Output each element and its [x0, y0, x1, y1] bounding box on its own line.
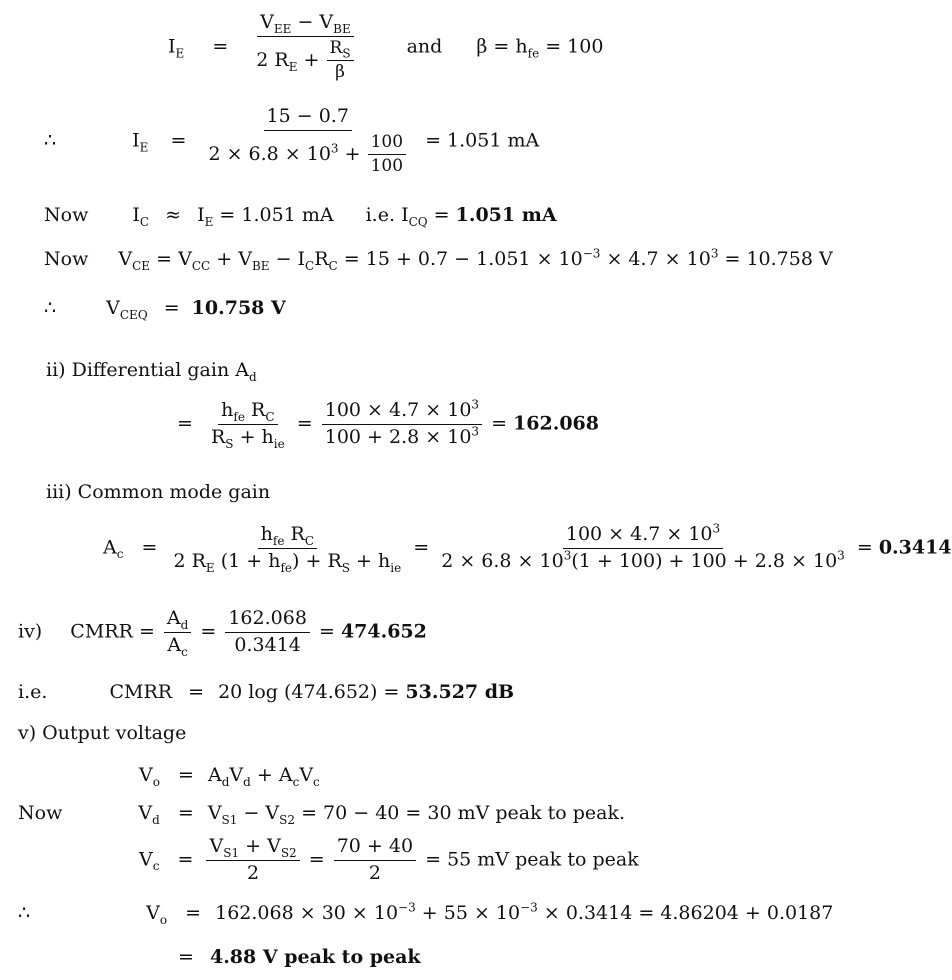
eq-ie-numeric: ∴ $I_E$ = 15 − 0.7 $2 \times 6.8 \times 10^3$ + $\frac{100}{100}$ = 1.051 mA — [44, 105, 540, 177]
eq-cmrr-db: i.e. CMRR = 20 log (474.652) = 53.527 dB — [18, 681, 515, 703]
eq-vceq: ∴ $V_{CEQ} = 10.758$ V — [44, 297, 286, 322]
eq-vo-result: = 4.88 V peak to peak — [178, 946, 421, 968]
heading-output-voltage: v) Output voltage — [18, 722, 187, 744]
eq-vd: Now $V_d = V_{S1} - V_{S2} = 70 - 40 = 30$ mV peak to peak. — [18, 802, 626, 827]
eq-ic: Now $I_C \approx I_E = 1.051$ mA i.e. $I_{CQ} = 1.051$ mA — [44, 204, 557, 229]
eq-vc: $V_c$ = $\frac{V_{S1} + V_{S2}}{2}$ = $\frac{70 + 40}{2}$ = 55 mV peak to peak — [139, 835, 639, 884]
heading-differential-gain: ii) Differential gain $A_d$ — [46, 359, 257, 384]
eq-vce: Now $V_{CE} = V_{CC} + V_{BE} - I_CR_C = 15 + 0.7 - 1.051 \times 10^{-3} \times 4.7 \times 10^3 = 10.758$ V — [44, 246, 833, 273]
eq-ie-formula: $I_E$ = $V_{EE} - V_{BE}$ 2 $R_E$ + $\frac{R_S}{\beta}$ and $\beta = h_{fe} = 100$ — [168, 11, 604, 83]
ie-fraction: $V_{EE} - V_{BE}$ 2 $R_E$ + $\frac{R_S}{\beta}$ — [253, 12, 357, 83]
eq-vo-numeric: ∴ $V_o = 162.068 \times 30 \times 10^{-3} + 55 \times 10^{-3} \times 0.3414 = 4.86204 + 0.0187$ — [18, 900, 834, 927]
eq-ac: $A_c$ = $\frac{h_{fe} R_C}{2 R_E (1 + h_{fe}) + R_S + h_{ie}}$ = $\frac{100 \times 4.7 \times 10^3}{2 \times 6.8 \times 10^3(1 + 100) + 100 + 2.8 \times 10^3}$ = 0.3414 — [103, 521, 952, 575]
eq-cmrr-ratio: iv) CMRR = $\frac{A_d}{A_c}$ = $\frac{162.068}{0.3414}$ = 474.652 — [18, 607, 427, 659]
heading-common-mode-gain: iii) Common mode gain — [46, 481, 271, 503]
eq-vo-general: $V_o = A_dV_d + A_cV_c$ — [139, 764, 320, 789]
eq-ad: = $\frac{h_{fe} R_C}{R_S + h_{ie}}$ = $\frac{100 \times 4.7 \times 10^3}{100 + 2.8 \times 10^3}$ = 162.068 — [177, 397, 599, 451]
